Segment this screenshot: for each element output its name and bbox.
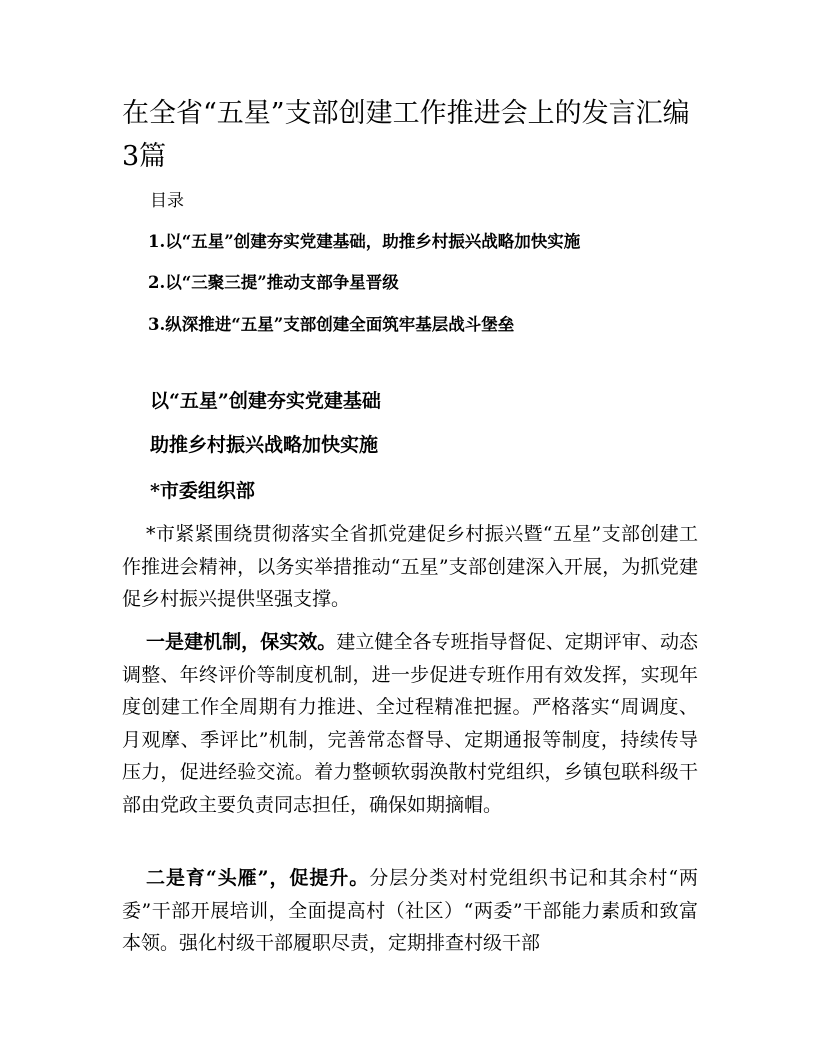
body-paragraph-1: *市紧紧围绕贯彻落实全省抓党建促乡村振兴暨“五星”支部创建工作推进会精神，以务实举措推动“五星”支部创建深入开展，为抓党建促乡村振兴提供坚强支撑。 xyxy=(122,523,698,610)
document-title: 在全省“五星”支部创建工作推进会上的发言汇编3篇 xyxy=(122,98,690,172)
paragraph-body: 建立健全各专班指导督促、定期评审、动态调整、年终评价等制度机制，进一步促进专班作用有效发挥，实现年度创建工作全周期有力推进、全过程精准把握。严格落实“周调度、月观摩、季评比”机制，完善常态督导、定期通报等制度，持续传导压力，促进经验交流。着力整顿软弱涣散村党组织，乡镇包联科级干部由党政主要负责同志担任，确保如期摘帽。 xyxy=(122,631,698,816)
body-paragraph-3 xyxy=(122,862,698,960)
paragraph-lead: 二是育“头雁”，促提升。 xyxy=(146,867,370,889)
section-author: *市委组织部 xyxy=(150,480,255,502)
toc-item-3: 3.纵深推进“五星”支部创建全面筑牢基层战斗堡垒 xyxy=(148,315,515,334)
toc-heading: 目录 xyxy=(150,191,184,211)
paragraph-body: 分层分类对村党组织书记和其余村“两委”干部开展培训，全面提高村（社区）“两委”干部能力素质和致富本领。强化村级干部履职尽责，定期排查村级干部 xyxy=(122,867,699,954)
section-title-line-1: 以“五星”创建夯实党建基础 xyxy=(150,390,381,412)
toc-item-2: 2.以“三聚三提”推动支部争星晋级 xyxy=(148,273,399,292)
body-paragraph-2 xyxy=(122,626,698,821)
toc-item-1: 1.以“五星”创建夯实党建基础，助推乡村振兴战略加快实施 xyxy=(148,232,581,251)
section-title-line-2: 助推乡村振兴战略加快实施 xyxy=(150,434,379,456)
paragraph-lead: 一是建机制，保实效。 xyxy=(146,631,337,653)
